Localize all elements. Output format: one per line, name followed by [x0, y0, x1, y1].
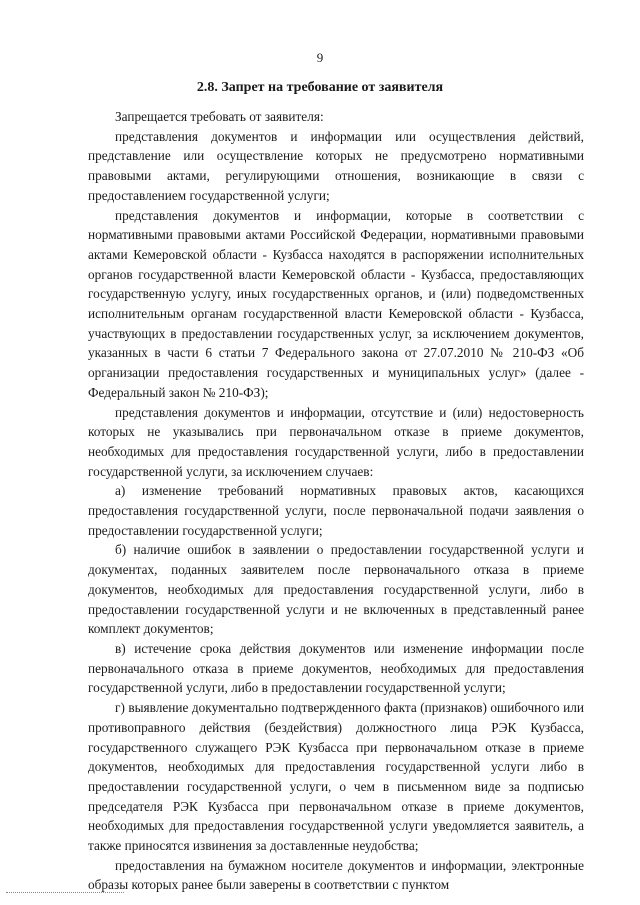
- paragraph: а) изменение требований нормативных правовых актов, касающихся предоставления государственной услуги, после первоначальной подачи заявления о предоставлении государственной услуги;: [88, 483, 584, 538]
- document-body: [88, 107, 584, 895]
- paragraph: Запрещается требовать от заявителя:: [115, 109, 324, 124]
- paragraph: представления документов и информации или осуществления действий, представление или осуществление которых не предусмотрено нормативными правовыми актами, регулирующими отношения, возникающие в связи с предоставлением государственной услуги;: [88, 128, 584, 203]
- paragraph: в) истечение срока действия документов или изменение информации после первоначального отказа в приеме документов, необходимых для предоставления государственной услуги, либо в предоставлении государственной услуги;: [88, 640, 584, 696]
- paragraph: представления документов и информации, которые в соответствии с нормативными правовыми актами Российской Федерации, нормативными правовыми актами Кемеровской области - Кузбасса находятся в распоряжении исполнительных органов государственной власти Кемеровской области - Кузбасса, предоставляющих государственную услугу, иных государственных органов, и (или) подведомственных исполнительным органам государственной власти Кемеровской области - Кузбасса, участвующих в предоставлении государственных услуг, за исключением документов, указанных в части 6 статьи 7 Федерального закона от 27.07.2010 № 210-ФЗ «Об организации предоставления государственных и муниципальных услуг» (далее - Федеральный закон № 210-ФЗ);: [88, 207, 584, 400]
- paragraph: г) выявление документально подтвержденного факта (признаков) ошибочного или противоправного действия (бездействия) должностного лица РЭК Кузбасса, государственного служащего РЭК Кузбасса при первоначальном отказе в приеме документов, необходимых для предоставления государственной услуги либо в предоставлении государственной услуги, о чем в письменном виде за подписью председателя РЭК Кузбасса при первоначальном отказе в приеме документов, необходимых для предоставления государственной услуги уведомляется заявитель, а также приносятся извинения за доставленные неудобства;: [88, 700, 584, 854]
- paragraph: представления документов и информации, отсутствие и (или) недостоверность которых не указывались при первоначальном отказе в приеме документов, необходимых для предоставления государственной услуги, либо в предоставлении государственной услуги, за исключением случаев:: [88, 404, 584, 479]
- paragraph: предоставления на бумажном носителе документов и информации, электронные образы которых ранее были заверены в соответствии с пунктом: [88, 857, 584, 893]
- section-heading: 2.8. Запрет на требование от заявителя: [196, 80, 444, 95]
- scan-artifact-line: [6, 892, 124, 893]
- paragraph: б) наличие ошибок в заявлении о предоставлении государственной услуги и документах, поданных заявителем после первоначального отказа в приеме документов, необходимых для предоставления государственной услуги, либо в предоставлении государственной услуги и не включенных в представленный ранее комплект документов;: [88, 542, 584, 637]
- page-number: 9: [316, 50, 324, 65]
